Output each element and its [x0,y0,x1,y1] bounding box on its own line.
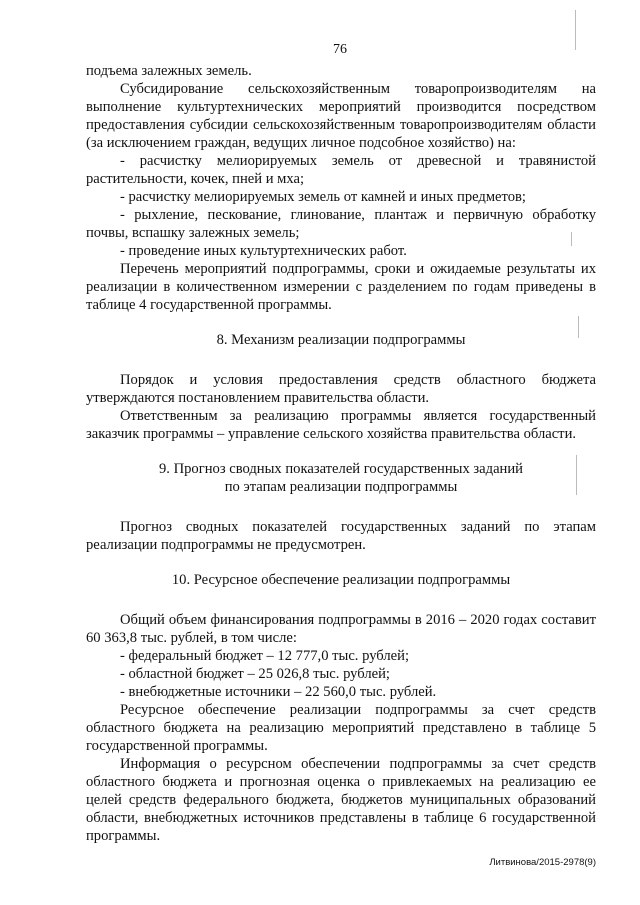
section-heading-8: 8. Механизм реализации подпрограммы [216,332,466,348]
scan-edge-mark [571,232,572,246]
paragraph-continuation: подъема залежных земель. [86,63,252,79]
paragraph-total-funding: Общий объем финансирования подпрограммы в 2016 – 2020 годах составит 60 363,8 тыс. рублей, в том числе: [86,612,596,646]
list-item: - расчистку мелиорируемых земель от камней и иных предметов; [120,189,526,205]
paragraph-measures-list: Перечень мероприятий подпрограммы, сроки и ожидаемые результаты их реализации в количественном измерении с разделением по годам приведены в таблице 4 государственной программы. [86,261,596,313]
section-heading-9-line1: 9. Прогноз сводных показателей государственных заданий [159,461,523,477]
list-item: - проведение иных культуртехнических работ. [120,243,407,259]
scan-edge-mark [578,316,579,338]
paragraph-responsible: Ответственным за реализацию программы является государственный заказчик программы – управление сельского хозяйства правительства области. [86,408,596,442]
funding-item-regional: - областной бюджет – 25 026,8 тыс. рублей; [120,666,390,682]
list-item: - расчистку мелиорируемых земель от древесной и травянистой растительности, кочек, пней и мха; [86,153,596,187]
section-heading-10: 10. Ресурсное обеспечение реализации подпрограммы [171,572,511,588]
paragraph-forecast: Прогноз сводных показателей государственных заданий по этапам реализации подпрограммы не предусмотрен. [86,519,596,553]
scan-edge-mark [575,10,576,50]
paragraph-procedure: Порядок и условия предоставления средств областного бюджета утверждаются постановлением правительства области. [86,372,596,406]
document-body [86,62,596,845]
scan-edge-mark [576,455,577,495]
page-number: 76 [333,42,347,57]
paragraph-regional-resources: Ресурсное обеспечение реализации подпрограммы за счет средств областного бюджета на реализацию мероприятий представлено в таблице 5 государственной программы. [86,702,596,754]
document-code: Литвинова/2015-2978(9) [489,857,596,868]
paragraph-resource-info: Информация о ресурсном обеспечении подпрограммы за счет средств областного бюджета и прогнозная оценка о привлекаемых на реализацию ее целей средств федерального бюджета, бюджетов муниципальных образований области, внебюджетных источников представлены в таблице 6 государственной программы. [86,756,596,844]
paragraph-subsidy: Субсидирование сельскохозяйственным товаропроизводителям на выполнение культуртехнических мероприятий производится посредством предоставления субсидии сельскохозяйственным товаропроизводителям области (за исключением граждан, ведущих личное подсобное хозяйство) на: [86,81,596,151]
section-heading-9-line2: по этапам реализации подпрограммы [224,479,458,495]
list-item: - рыхление, пескование, глинование, плантаж и первичную обработку почвы, вспашку залежных земель; [86,207,596,241]
funding-item-federal: - федеральный бюджет – 12 777,0 тыс. рублей; [120,648,409,664]
funding-item-offbudget: - внебюджетные источники – 22 560,0 тыс. рублей. [120,684,437,700]
